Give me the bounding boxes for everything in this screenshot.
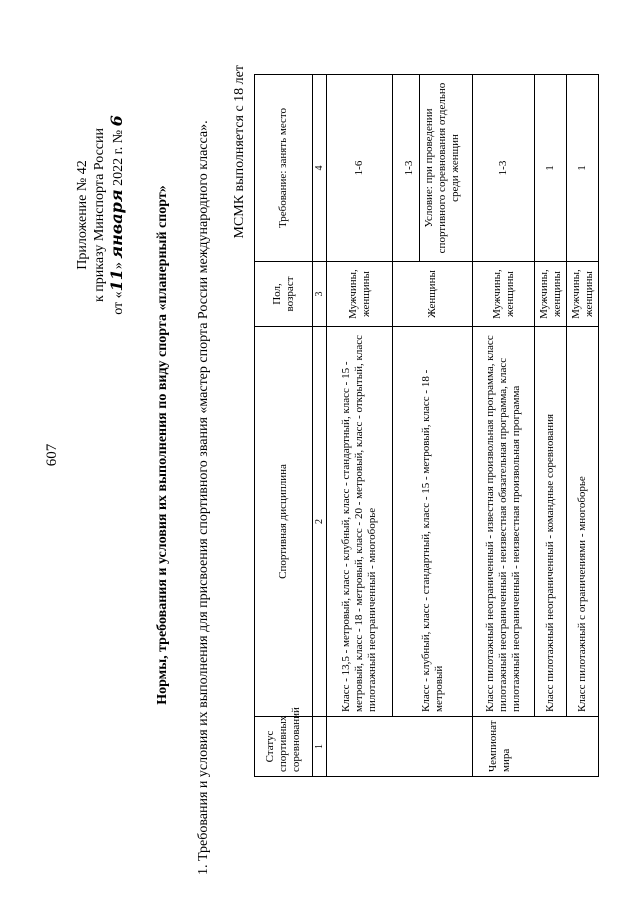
discipline-cell: Класс - клубный, класс - стандартный, класс - 15 - метровый, класс - 18 - метровый [393,327,473,717]
section-title: 1. Требования и условия их выполнения для присвоения спортивного звания «мастер спорта России международного класса». [196,120,211,875]
date-year-suffix: г. № [111,126,126,158]
sex-age-cell: Мужчины, женщины [567,262,599,327]
sex-age-cell: Мужчины, женщины [535,262,567,327]
place-cell: 1 [567,75,599,262]
table-row [535,75,567,777]
place-cell [393,75,473,262]
place-cell: 1-3 [473,75,535,262]
place-value: 1-3 [400,75,420,261]
discipline-cell: Класс пилотажный неограниченный - командные соревнования [535,327,567,717]
page-number: 607 [44,443,60,467]
date-month: января [107,189,126,259]
header-discipline: Спортивная дисциплина [255,327,313,717]
place-cell: 1-6 [327,75,393,262]
col-number: 2 [313,327,327,717]
appendix-block [74,95,127,335]
table-header-row [255,75,313,777]
sex-age-cell: Мужчины, женщины [327,262,393,327]
header-sex-age: Пол, возраст [255,262,313,327]
table-row [327,75,393,777]
table-row [393,75,473,777]
date-day: 11 [107,269,126,292]
main-title: Нормы, требования и условия их выполнения по виду спорта «планерный спорт» [155,185,170,705]
table-row [473,75,535,777]
col-number: 4 [313,75,327,262]
header-place: Требование: занять место [255,75,313,262]
sex-age-cell: Мужчины, женщины [473,262,535,327]
date-prefix: от « [111,291,126,315]
appendix-title: Приложение № 42 [75,160,90,270]
sex-age-cell: Женщины [393,262,473,327]
header-status: Статус спортивных соревнований [255,717,313,777]
col-number: 3 [313,262,327,327]
appendix-order: к приказу Минспорта России [92,128,107,302]
place-cell: 1 [535,75,567,262]
column-number-row [313,75,327,777]
condition-text: Условие: при проведении спортивного соревнования отдельно среди женщин [423,82,461,254]
col-number: 1 [313,717,327,777]
status-cell [327,717,473,777]
table-row [567,75,599,777]
discipline-cell: Класс пилотажный с ограничениями - многоборье [567,327,599,717]
age-note: МСМК выполняется с 18 лет [232,65,247,239]
status-cell: Чемпионат мира [473,717,599,777]
discipline-cell: Класс пилотажный неограниченный - известная произвольная программа, класс пилотажный неограниченный - неизвестная обязательная программа, класс пилотажный неограниченный - неизвестная произвольная программа [473,327,535,717]
norms-table [254,74,599,777]
appendix-date [108,95,127,335]
discipline-cell: Класс - 13,5 - метровый, класс - клубный, класс - стандартный, класс - 15 - метровый, класс - 18 - метровый, класс - 20 - метровый, класс - открытый, класс пилотажный неограниченный - многоборье [327,327,393,717]
date-year-prefix: 2022 [111,157,126,190]
order-number: 6 [107,115,126,127]
date-sep: » [111,258,126,270]
